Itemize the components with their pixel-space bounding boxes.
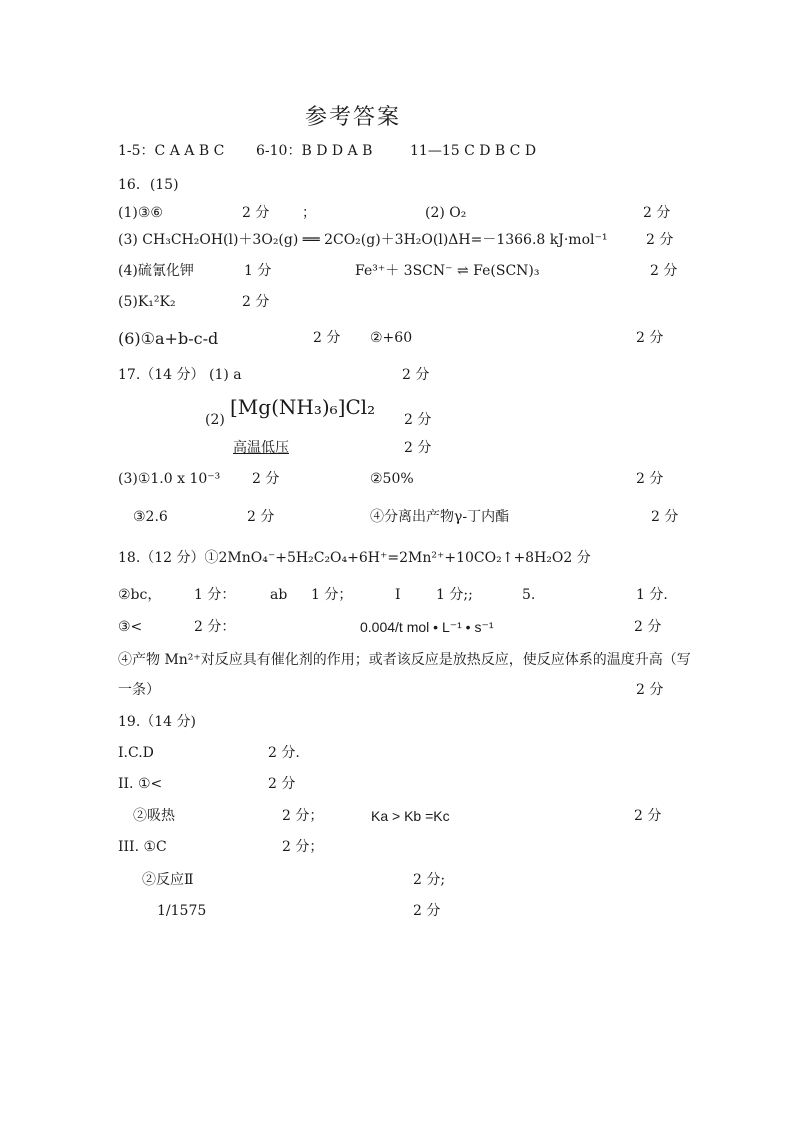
q17-part2-label: (2) [205, 412, 225, 428]
mc-answers-11-15: 11—15 C D B C D [410, 143, 537, 159]
q19-part3c-answer: 1/1575 [157, 903, 207, 919]
q17-part2b-answer: 高温低压 [233, 440, 289, 456]
q18-part2-answer-d: 5. [522, 587, 536, 603]
q16-part6b-answer: ②+60 [370, 330, 413, 346]
q18-part2-answer-b: ab [270, 587, 288, 603]
q18-part3-score: 2 分： [194, 619, 236, 635]
q17-part2-score: 2 分 [404, 412, 432, 428]
q19-part2c-answer: Ka > Kb =Kc [371, 808, 450, 824]
q18-part2-score-b: 1 分； [311, 587, 353, 603]
q16-part6b-score: 2 分 [636, 330, 664, 346]
q16-part1-score: 2 分 [242, 205, 270, 221]
page-title: 参考答案 [305, 105, 402, 130]
q19-part3b-score: 2 分; [413, 872, 446, 888]
q17-heading: 17.（14 分） (1) a [118, 367, 242, 383]
q19-part3b-answer: ②反应Ⅱ [142, 872, 194, 888]
q18-part2-score-a: 1 分： [194, 587, 236, 603]
q16-heading: 16．(15) [118, 177, 179, 193]
q18-part2-score-d: 1 分. [636, 587, 668, 603]
mc-answers-6-10: 6-10：B D D A B [256, 143, 373, 159]
q17-part3-score: 2 分 [252, 471, 280, 487]
q19-part1-answer: Ⅰ.C.D [118, 745, 154, 761]
q19-part2b-score: 2 分； [282, 808, 324, 824]
q18-part4-score: 2 分 [636, 682, 664, 698]
q16-part4-eq-score: 2 分 [650, 263, 678, 279]
q19-part3-score: 2 分； [282, 839, 324, 855]
q16-separator: ； [302, 205, 316, 221]
q16-part5-answer: (5)K₁²K₂ [118, 294, 176, 310]
q17-part4b-score: 2 分 [651, 509, 679, 525]
q18-heading: 18.（12 分）①2MnO₄⁻+5H₂C₂O₄+6H⁺=2Mn²⁺+10CO₂↑+8H₂O2 分 [118, 550, 591, 566]
q19-part2c-score: 2 分 [634, 808, 662, 824]
q17-part3b-answer: ②50% [370, 471, 414, 487]
q17-part2b-score: 2 分 [404, 440, 432, 456]
q17-part2-formula: [Mg(NH₃)₆]Cl₂ [230, 395, 376, 419]
q19-part2b-answer: ②吸热 [133, 808, 175, 824]
q19-part3-answer: III. ①C [118, 839, 167, 855]
q16-part4-equation: Fe³⁺＋ 3SCN⁻ ⇌ Fe(SCN)₃ [355, 263, 540, 279]
q19-part3c-score: 2 分 [413, 903, 441, 919]
q17-part3-answer: (3)①1.0 x 10⁻³ [118, 471, 221, 487]
q16-part1-answer: (1)③⑥ [118, 205, 163, 221]
q16-part5-score: 2 分 [242, 294, 270, 310]
q16-part4-answer: (4)硫氰化钾 [118, 263, 194, 279]
q16-part4-score: 1 分 [244, 263, 272, 279]
mc-answers-1-5: 1-5：C A A B C [118, 143, 225, 159]
q16-part6-score: 2 分 [313, 330, 341, 346]
q19-part1-score: 2 分. [268, 745, 300, 761]
q16-part3-equation: (3) CH₃CH₂OH(l)＋3O₂(g) ══ 2CO₂(g)＋3H₂O(l)ΔH=－1366.8 kJ·mol⁻¹ [118, 232, 608, 248]
q18-part3-answer: ③< [118, 619, 143, 635]
q16-part6-answer: (6)①a+b-c-d [118, 329, 219, 348]
q16-part2-score: 2 分 [643, 205, 671, 221]
q17-part4-answer: ③2.6 [133, 509, 168, 525]
q19-part2-score: 2 分 [268, 776, 296, 792]
q17-part3b-score: 2 分 [636, 471, 664, 487]
q18-part2-score-c: 1 分;; [436, 587, 473, 603]
q18-part2-answer-c: Ⅰ [395, 587, 401, 603]
q16-part3-score: 2 分 [646, 232, 674, 248]
q18-part3-rate: 0.004/t mol • L⁻¹ • s⁻¹ [360, 619, 494, 635]
q19-heading: 19.（14 分) [118, 714, 196, 730]
q18-part2-answer-a: ②bc， [118, 587, 162, 603]
q18-part4-answer: ④产物 Mn²⁺对反应具有催化剂的作用；或者该反应是放热反应，使反应体系的温度升高（写 [118, 652, 691, 668]
q16-part2-answer: (2) O₂ [425, 205, 467, 221]
q17-part1-score: 2 分 [402, 367, 430, 383]
q19-part2-answer: II. ①< [118, 776, 163, 792]
q17-part4b-answer: ④分离出产物γ-丁内酯 [370, 509, 510, 525]
q18-part4-continuation: 一条） [118, 682, 160, 698]
q17-part4-score: 2 分 [247, 509, 275, 525]
q18-part3-rate-score: 2 分 [634, 619, 662, 635]
